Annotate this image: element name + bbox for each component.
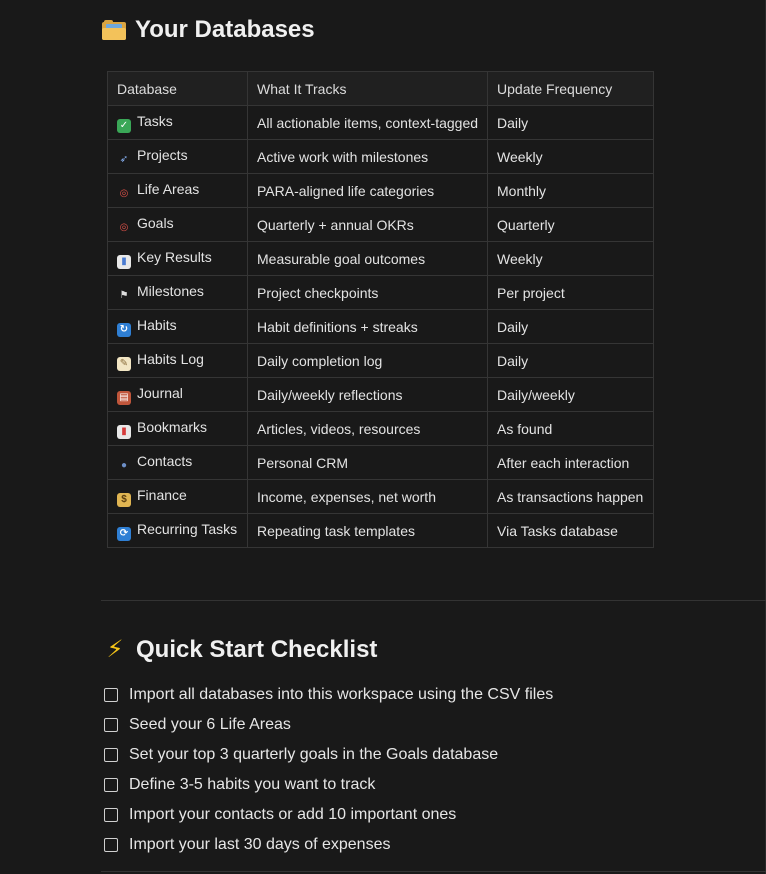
databases-title: Your Databases [135, 16, 315, 43]
table-row[interactable] [108, 242, 654, 276]
database-name: Life Areas [137, 180, 200, 197]
cell-update-frequency[interactable]: Daily [488, 344, 654, 378]
database-name: Milestones [137, 282, 204, 299]
quick-start-title: Quick Start Checklist [136, 635, 378, 663]
cell-update-frequency[interactable]: As transactions happen [488, 480, 654, 514]
cell-database-name[interactable] [108, 378, 248, 412]
cell-update-frequency[interactable]: Monthly [488, 174, 654, 208]
cell-database-name[interactable] [108, 208, 248, 242]
cell-update-frequency[interactable]: Weekly [488, 242, 654, 276]
checklist-item [104, 770, 553, 800]
cell-what-it-tracks[interactable]: Articles, videos, resources [248, 412, 488, 446]
rocket-icon: ➶ [119, 153, 129, 165]
quick-start-checklist [104, 680, 553, 860]
table-header-row [108, 72, 654, 106]
column-header-update-frequency[interactable]: Update Frequency [488, 72, 654, 106]
bookmark-icon: ▮ [117, 425, 131, 439]
cell-update-frequency[interactable]: Via Tasks database [488, 514, 654, 548]
check-mark-icon: ✓ [117, 119, 131, 133]
cell-what-it-tracks[interactable]: Daily completion log [248, 344, 488, 378]
databases-table [107, 71, 654, 548]
card-index-dividers-icon [102, 20, 126, 40]
cell-update-frequency[interactable]: Per project [488, 276, 654, 310]
target-icon: ◎ [119, 187, 129, 199]
cell-update-frequency[interactable]: Daily [488, 106, 654, 140]
memo-icon: ✎ [117, 357, 131, 371]
checklist-item [104, 830, 553, 860]
database-name: Contacts [137, 452, 193, 469]
cell-what-it-tracks[interactable]: Personal CRM [248, 446, 488, 480]
checkbox[interactable] [104, 778, 118, 792]
checkbox[interactable] [104, 808, 118, 822]
quick-start-heading [102, 635, 377, 664]
database-name: Tasks [137, 112, 173, 129]
checkbox[interactable] [104, 838, 118, 852]
table-row[interactable] [108, 378, 654, 412]
bar-chart-icon: ▮ [117, 255, 131, 269]
database-name: Habits Log [137, 350, 204, 367]
cell-database-name[interactable] [108, 514, 248, 548]
checkbox[interactable] [104, 748, 118, 762]
database-name: Goals [137, 214, 174, 231]
cell-what-it-tracks[interactable]: Project checkpoints [248, 276, 488, 310]
people-icon: ● [120, 459, 128, 471]
section-divider [101, 600, 766, 601]
table-row[interactable] [108, 480, 654, 514]
cell-update-frequency[interactable]: Quarterly [488, 208, 654, 242]
cell-update-frequency[interactable]: Daily/weekly [488, 378, 654, 412]
database-name: Habits [137, 316, 177, 333]
cell-what-it-tracks[interactable]: Income, expenses, net worth [248, 480, 488, 514]
table-row[interactable] [108, 310, 654, 344]
cell-database-name[interactable] [108, 344, 248, 378]
checklist-item-label[interactable]: Import all databases into this workspace using the CSV files [129, 686, 554, 703]
section-divider [101, 871, 766, 872]
cell-database-name[interactable] [108, 480, 248, 514]
table-row[interactable] [108, 446, 654, 480]
cell-update-frequency[interactable]: After each interaction [488, 446, 654, 480]
table-row[interactable] [108, 514, 654, 548]
column-header-database[interactable]: Database [108, 72, 248, 106]
cell-what-it-tracks[interactable]: PARA-aligned life categories [248, 174, 488, 208]
database-name: Key Results [137, 248, 212, 265]
cell-database-name[interactable] [108, 106, 248, 140]
lightning-icon: ⚡ [106, 636, 124, 663]
checklist-item-label[interactable]: Import your contacts or add 10 important ones [129, 806, 457, 823]
checkbox[interactable] [104, 688, 118, 702]
table-row[interactable] [108, 412, 654, 446]
cell-update-frequency[interactable]: As found [488, 412, 654, 446]
checklist-item [104, 710, 553, 740]
target-icon: ◎ [119, 221, 129, 233]
cell-database-name[interactable] [108, 276, 248, 310]
database-name: Bookmarks [137, 418, 208, 435]
database-name: Finance [137, 486, 187, 503]
cell-update-frequency[interactable]: Weekly [488, 140, 654, 174]
database-name: Journal [137, 384, 183, 401]
cell-what-it-tracks[interactable]: Active work with milestones [248, 140, 488, 174]
cell-what-it-tracks[interactable]: Habit definitions + streaks [248, 310, 488, 344]
table-row[interactable] [108, 208, 654, 242]
cell-what-it-tracks[interactable]: Repeating task templates [248, 514, 488, 548]
cell-what-it-tracks[interactable]: Daily/weekly reflections [248, 378, 488, 412]
notebook-icon: ▤ [117, 391, 131, 405]
checkered-flag-icon: ⚑ [119, 289, 129, 301]
databases-heading [102, 16, 315, 44]
table-row[interactable] [108, 106, 654, 140]
checkbox[interactable] [104, 718, 118, 732]
cell-database-name[interactable] [108, 446, 248, 480]
table-row[interactable] [108, 174, 654, 208]
table-row[interactable] [108, 140, 654, 174]
checklist-item [104, 740, 553, 770]
checklist-item-label[interactable]: Seed your 6 Life Areas [129, 716, 291, 733]
cell-what-it-tracks[interactable]: Quarterly + annual OKRs [248, 208, 488, 242]
checklist-item-label[interactable]: Import your last 30 days of expenses [129, 836, 391, 853]
cycle-arrows-icon: ↻ [117, 323, 131, 337]
table-row[interactable] [108, 276, 654, 310]
cell-database-name[interactable] [108, 310, 248, 344]
cell-what-it-tracks[interactable]: Measurable goal outcomes [248, 242, 488, 276]
cell-what-it-tracks[interactable]: All actionable items, context-tagged [248, 106, 488, 140]
cell-database-name[interactable] [108, 412, 248, 446]
checklist-item-label[interactable]: Set your top 3 quarterly goals in the Goals database [129, 746, 499, 763]
column-header-what-it-tracks[interactable]: What It Tracks [248, 72, 488, 106]
cell-database-name[interactable] [108, 242, 248, 276]
repeat-icon: ⟳ [117, 527, 131, 541]
cell-database-name[interactable] [108, 174, 248, 208]
cell-update-frequency[interactable]: Daily [488, 310, 654, 344]
checklist-item [104, 800, 553, 830]
table-row[interactable] [108, 344, 654, 378]
checklist-item-label[interactable]: Define 3-5 habits you want to track [129, 776, 376, 793]
cell-database-name[interactable] [108, 140, 248, 174]
database-name: Recurring Tasks [137, 520, 238, 537]
money-bag-icon: $ [117, 493, 131, 507]
database-name: Projects [137, 146, 188, 163]
checklist-item [104, 680, 553, 710]
